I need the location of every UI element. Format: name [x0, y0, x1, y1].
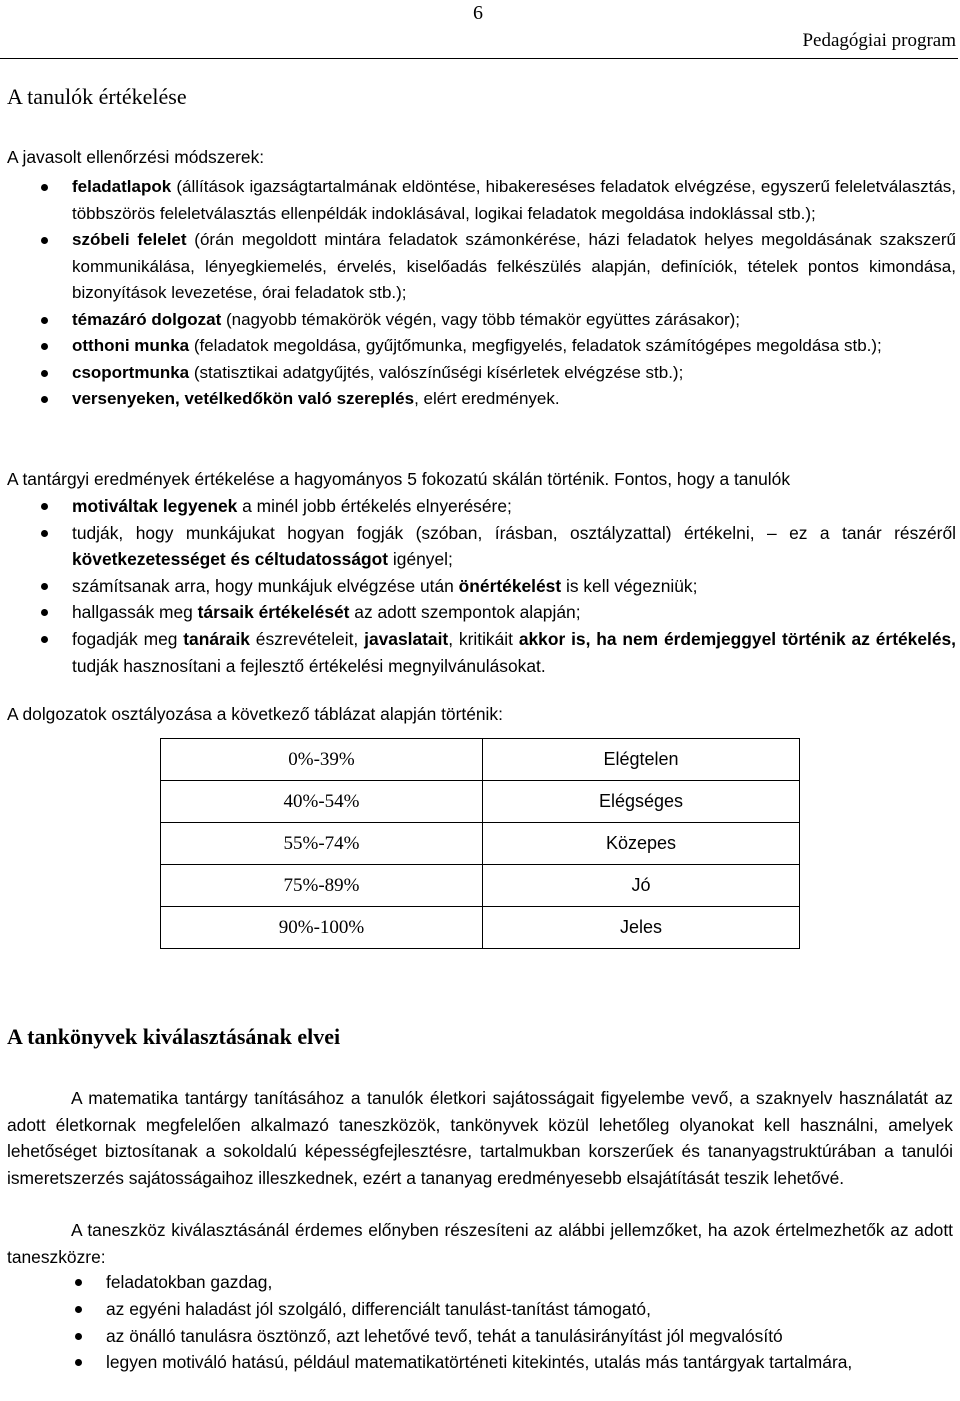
grade-row [161, 865, 800, 907]
criteria-item: feladatokban gazdag, [106, 1269, 952, 1296]
method-description: (nagyobb témakörök végén, vagy több témakör együttes zárásakor); [221, 309, 741, 329]
criteria-item: az önálló tanulásra ösztönző, azt lehetővé tevő, tehát a tanulásirányítást jól megvalósító [106, 1323, 952, 1350]
grade-name: Közepes [483, 823, 800, 865]
method-description: (feladatok megoldása, gyűjtőmunka, megfigyelés, feladatok számítógépes megoldása stb.); [189, 336, 882, 355]
section-heading-textbooks: A tankönyvek kiválasztásának elvei [7, 1024, 341, 1049]
grade-name: Elégtelen [483, 739, 800, 781]
goal-emphasis: következetességet és céltudatosságot [72, 549, 389, 570]
goal-emphasis: társaik értékelését [197, 602, 350, 623]
goal-text: hallgassák meg [72, 602, 198, 623]
running-header [0, 28, 958, 59]
grade-row [161, 739, 800, 781]
goal-item [72, 573, 956, 600]
method-name: csoportmunka [72, 362, 190, 382]
goal-text: , kritikáit [448, 628, 519, 649]
method-item [72, 386, 956, 413]
textbook-paragraph-2: A taneszköz kiválasztásánál érdemes előnyben részesíteni az alábbi jellemzőket, ha azok értelmezhetők az adott taneszközre: [7, 1220, 953, 1267]
grade-range: 75%-89% [161, 865, 483, 907]
goal-text: igényel; [388, 549, 453, 570]
method-name: témazáró dolgozat [72, 309, 222, 329]
goal-text: is kell végezniük; [561, 575, 698, 596]
scale-sentence: A tantárgyi eredmények értékelése a hagyományos 5 fokozatú skálán történik. Fontos, hogy a tanulók [7, 469, 791, 489]
grade-range: 40%-54% [161, 781, 483, 823]
goal-text: tudják hasznosítani a fejlesztő értékelési megnyilvánulásokat. [72, 655, 546, 676]
goal-item [72, 599, 956, 626]
methods-list [72, 174, 956, 413]
grade-row [161, 907, 800, 949]
table-intro: A dolgozatok osztályozása a következő táblázat alapján történik: [7, 704, 503, 724]
grade-row [161, 781, 800, 823]
running-title: Pedagógiai program [802, 30, 956, 51]
goal-item [72, 493, 956, 520]
method-description: , elért eredmények. [414, 389, 560, 408]
goal-text: a minél jobb értékelés elnyerésére; [237, 496, 512, 516]
grade-name: Elégséges [483, 781, 800, 823]
criteria-list [106, 1269, 952, 1376]
method-name: feladatlapok [72, 177, 172, 196]
page-number: 6 [473, 2, 483, 24]
goal-text: az adott szempontok alapján; [349, 602, 581, 623]
goal-emphasis: akkor is, ha nem érdemjeggyel történik az értékelés, [518, 628, 957, 649]
grade-name: Jó [483, 865, 800, 907]
method-name: otthoni munka [72, 336, 190, 355]
methods-intro: A javasolt ellenőrzési módszerek: [7, 147, 265, 167]
goals-list [72, 493, 956, 679]
grade-range: 0%-39% [161, 739, 483, 781]
method-item [72, 307, 956, 334]
method-item [72, 227, 956, 307]
goal-item [72, 520, 956, 573]
grade-name: Jeles [483, 907, 800, 949]
section-heading-evaluation: A tanulók értékelése [7, 84, 187, 109]
textbook-paragraph-1: A matematika tantárgy tanításához a tanulók életkori sajátosságait figyelembe vevő, a szaknyelv használatát az adott életkornak megfelelően alkalmazó taneszközök, tankönyvek közül lehetőleg olyanokat kell használni, amelyek lehetőséget biztosítanak a sokoldalú képességfejlesztésre, tartalmukban korszerűek és tananyagstruktúrában a tanulói ismeretszerzés sajátosságaihoz illeszkednek, ezért a tananyag eredményesebb elsajátítását teszik lehetővé. [7, 1088, 953, 1188]
grade-range: 55%-74% [161, 823, 483, 865]
method-name: versenyeken, vetélkedőkön való szereplés [72, 389, 415, 408]
method-item [72, 360, 956, 387]
goal-item [72, 626, 956, 679]
method-item [72, 174, 956, 227]
goal-text: észrevételeit, [249, 628, 365, 649]
grade-row [161, 823, 800, 865]
criteria-item: az egyéni haladást jól szolgáló, differenciált tanulást-tanítást támogató, [106, 1296, 952, 1323]
goal-emphasis: javaslatait [364, 628, 449, 649]
criteria-item: legyen motiváló hatású, például matematikatörténeti kitekintés, utalás más tantárgyak tartalmára, [106, 1349, 952, 1376]
grade-table [160, 738, 800, 949]
goal-text: számítsanak arra, hogy munkájuk elvégzése után [72, 575, 459, 596]
method-name: szóbeli felelet [72, 230, 187, 249]
goal-text: fogadják meg [72, 628, 184, 649]
goal-emphasis: motiváltak legyenek [72, 496, 238, 516]
grade-range: 90%-100% [161, 907, 483, 949]
goal-text: tudják, hogy munkájukat hogyan fogják (szóban, írásban, osztályzattal) értékelni, – ez a tanár részéről [72, 522, 956, 543]
method-item [72, 333, 956, 360]
goal-emphasis: tanáraik [183, 628, 250, 649]
method-description: (órán megoldott mintára feladatok számonkérése, házi feladatok helyes megoldásának szakszerű kommunikálása, lényegkiemelés, érvelés, kiselőadás felkészülés alapján, definíciók, tételek pontos kimondása, bizonyítások levezetése, órai feladatok stb.); [72, 230, 956, 302]
method-description: (állítások igazságtartalmának eldöntése, hibakereséses feladatok elvégzése, egyszerű feleletválasztás, többszörös feleletválasztás ellenpéldák indoklásával, logikai feladatok megoldása indoklással stb.); [72, 177, 956, 223]
method-description: (statisztikai adatgyűjtés, valószínűségi kísérletek elvégzése stb.); [189, 362, 684, 382]
goal-emphasis: önértékelést [458, 575, 562, 596]
